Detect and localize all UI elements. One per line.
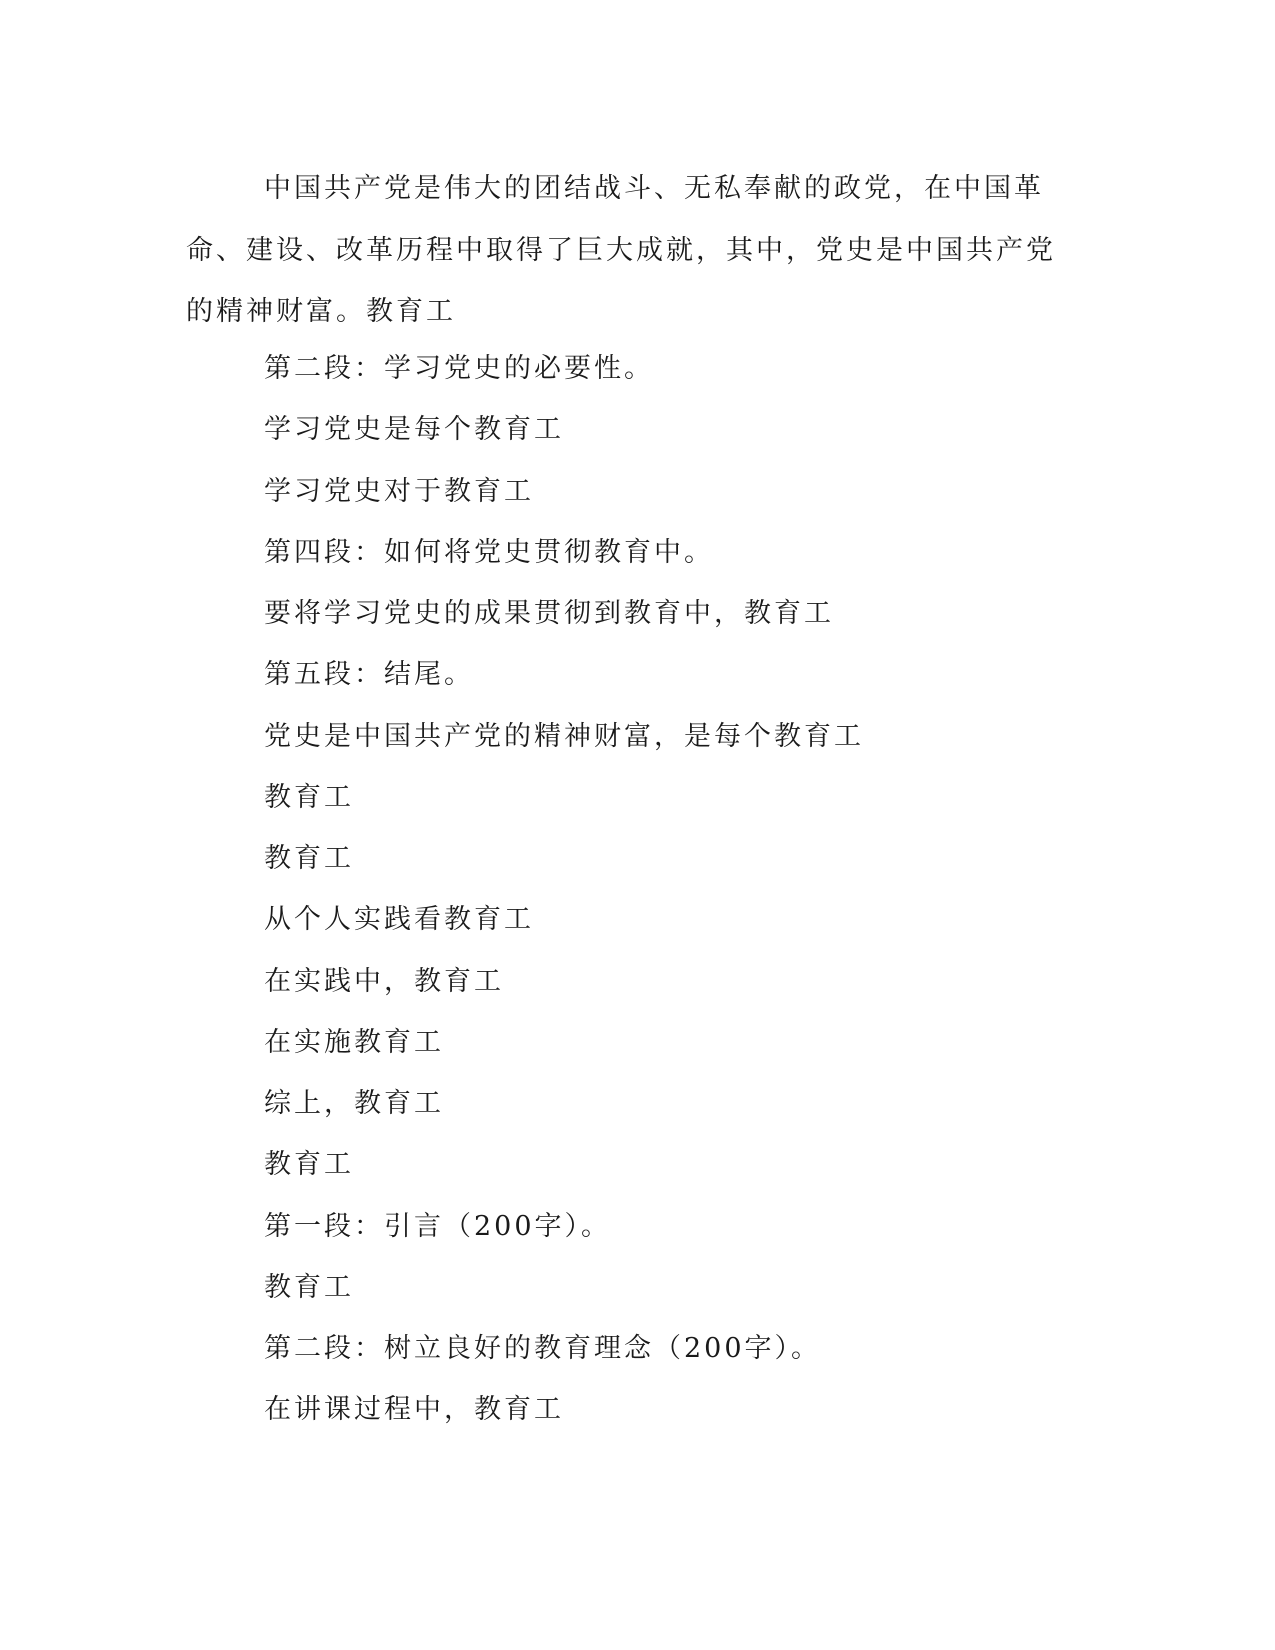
text-line: 第四段：如何将党史贯彻教育中。 [264,537,714,568]
intro-paragraph: 中国共产党是伟大的团结战斗、无私奉献的政党，在中国革命、建设、改革历程中取得了巨大成就，其中，党史是中国共产党的精神财富。教育工 [186,173,1056,327]
text-line: 第五段：结尾。 [264,659,474,690]
text-line: 教育工 [264,782,354,813]
text-line: 教育工 [264,843,354,874]
text-line: 第二段：树立良好的教育理念（200字）。 [264,1333,822,1364]
text-line: 学习党史是每个教育工 [264,414,564,445]
text-line: 在实施教育工 [264,1027,444,1058]
text-line: 在讲课过程中，教育工 [264,1394,564,1425]
text-line: 要将学习党史的成果贯彻到教育中，教育工 [264,598,834,629]
text-line: 在实践中，教育工 [264,966,504,997]
text-line: 学习党史对于教育工 [264,476,534,507]
text-line: 党史是中国共产党的精神财富，是每个教育工 [264,721,864,752]
text-line: 第一段：引言（200字）。 [264,1211,612,1242]
text-line: 从个人实践看教育工 [264,904,534,935]
text-line: 综上，教育工 [264,1088,444,1119]
text-line: 教育工 [264,1272,354,1303]
text-line: 教育工 [264,1149,354,1180]
text-line: 第二段：学习党史的必要性。 [264,353,654,384]
